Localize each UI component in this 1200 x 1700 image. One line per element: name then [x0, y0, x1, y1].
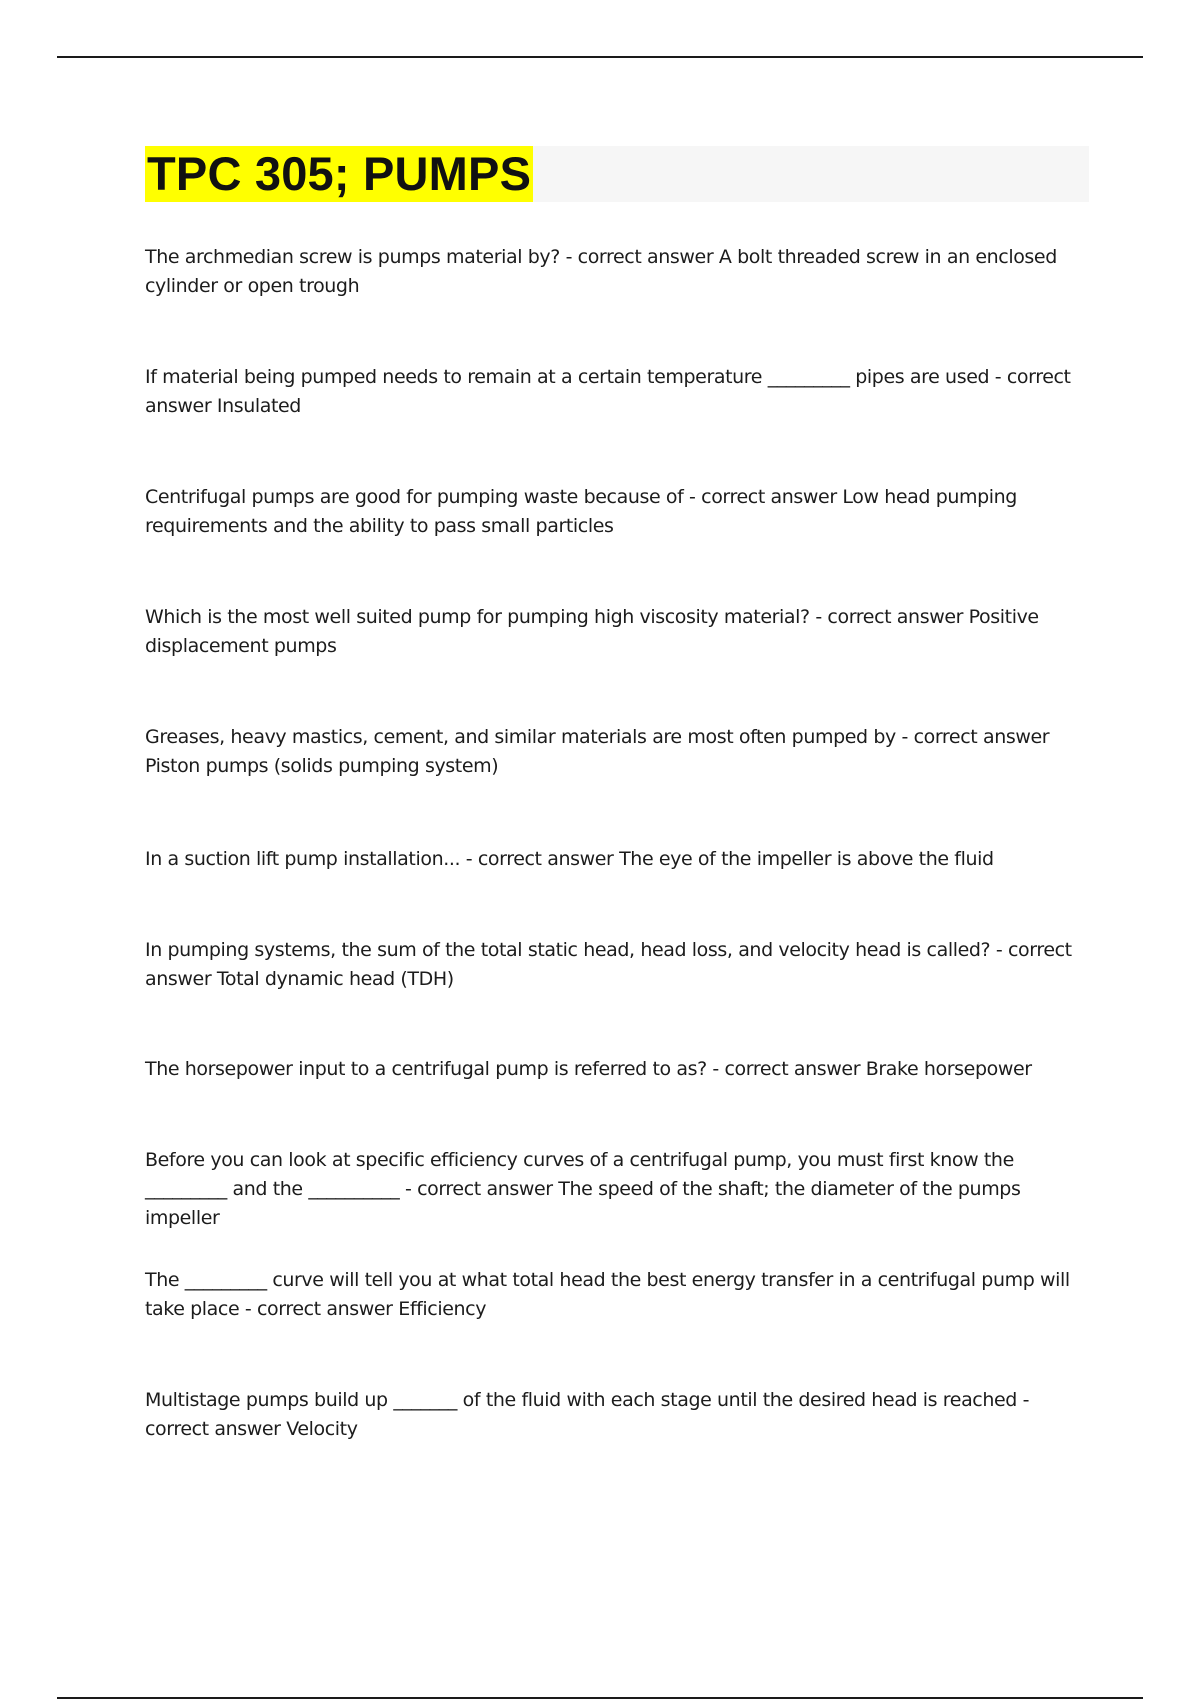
qa-item: If material being pumped needs to remain at a certain temperature _________ pipes are used - correct answer Insulated: [145, 366, 1071, 417]
qa-item: Multistage pumps build up _______ of the fluid with each stage until the desired head is reached - correct answer Velocity: [145, 1389, 1030, 1440]
qa-item: In a suction lift pump installation... - correct answer The eye of the impeller is above the fluid: [145, 848, 994, 870]
document-title: TPC 305; PUMPS: [147, 147, 532, 200]
footer-rule: [57, 1697, 1143, 1699]
header-rule: [57, 56, 1143, 58]
qa-item: The archmedian screw is pumps material by? - correct answer A bolt threaded screw in an enclosed cylinder or open trough: [145, 246, 1057, 297]
qa-item: Centrifugal pumps are good for pumping waste because of - correct answer Low head pumping requirements and the ability to pass small particles: [145, 486, 1017, 537]
qa-item: The _________ curve will tell you at what total head the best energy transfer in a centrifugal pump will take place - correct answer Efficiency: [145, 1269, 1070, 1320]
qa-item: Greases, heavy mastics, cement, and similar materials are most often pumped by - correct answer Piston pumps (solids pumping system): [145, 726, 1050, 777]
qa-item: In pumping systems, the sum of the total static head, head loss, and velocity head is called? - correct answer Total dynamic head (TDH): [145, 939, 1072, 990]
qa-item: Before you can look at specific efficiency curves of a centrifugal pump, you must first know the _________ and the __________ - correct answer The speed of the shaft; the diameter of the pumps impeller: [145, 1149, 1021, 1229]
qa-item: The horsepower input to a centrifugal pump is referred to as? - correct answer Brake horsepower: [145, 1058, 1032, 1080]
qa-item: Which is the most well suited pump for pumping high viscosity material? - correct answer Positive displacement pumps: [145, 606, 1039, 657]
